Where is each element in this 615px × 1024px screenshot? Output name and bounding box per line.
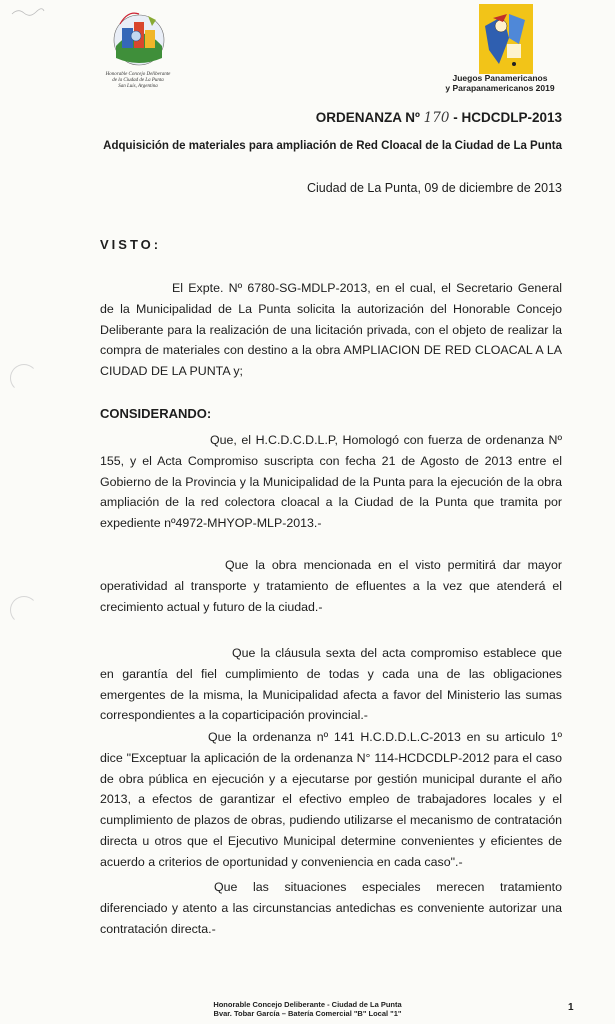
- panamerican-games-logo: [479, 4, 533, 74]
- considerando-paragraph: Que las situaciones especiales merecen tratamiento diferenciado y atento a las circunstancias antedichas es conveniente autorizar una contratación directa.-: [100, 880, 562, 936]
- page-number: 1: [568, 1002, 574, 1013]
- city-council-logo-caption: Honorable Concejo Deliberante de la Ciudad de La Punta San Luis, Argentina: [105, 72, 171, 89]
- considerando-paragraph: Que, el H.C.D.C.D.L.P, Homologó con fuerza de ordenanza Nº 155, y el Acta Compromiso suscripta con fecha 21 de Agosto de 2013 entre el Gobierno de la Provincia y la Municipalidad de la Punta para la ejecución de la obra ampliación de la red colectora cloacal a la Ciudad de la Punta que tramita por expediente nº4972-MHYOP-MLP-2013.-: [100, 433, 562, 531]
- visto-heading: VISTO:: [100, 237, 162, 252]
- ordinance-number-handwritten: 170: [423, 110, 450, 126]
- punch-hole-mark: [10, 364, 38, 392]
- visto-paragraph: El Expte. Nº 6780-SG-MDLP-2013, en el cual, el Secretario General de la Municipalidad de La Punta solicita la autorización del Honorable Concejo Deliberante para la realización de una licitación privada, con el objeto de realizar la compra de materiales con destino a la obra AMPLIACION DE RED CLOACAL A LA CIUDAD DE LA PUNTA y;: [100, 281, 562, 379]
- footer-address: Bvar. Tobar García – Batería Comercial "B" Local "1": [213, 1009, 402, 1018]
- page-footer: [0, 1000, 615, 1018]
- city-council-logo: [108, 6, 170, 70]
- scan-mark: [10, 6, 46, 18]
- ordinance-suffix: - HCDCDLP-2013: [453, 110, 562, 125]
- footer-institution: Honorable Concejo Deliberante - Ciudad de La Punta: [213, 1000, 402, 1009]
- considerando-paragraph: Que la ordenanza nº 141 H.C.D.D.L.C-2013 en su articulo 1º dice "Exceptuar la aplicación de la ordenanza N° 114-HCDCDLP-2012 para el caso de obra pública en ejecución y a ejecutarse por gestión municipal durante el año 2013, a efectos de garantizar el efectivo empleo de trabajadores locales y el cumplimiento de plazos de obras, pudiendo utilizarse el mecanismo de contratación directa u otros que el Ejecutivo Municipal determine convenientes y eficientes de acuerdo a criterios de oportunidad y conveniencia en cada caso".-: [100, 730, 562, 869]
- considerando-paragraph: Que la cláusula sexta del acta compromiso establece que en garantía del fiel cumplimiento de todas y cada una de las obligaciones emergentes de la misma, la Municipalidad afecta a favor del Ministerio las sumas correspondientes a la coparticipación provincial.-: [100, 646, 562, 723]
- panamerican-games-caption: Juegos Panamericanos y Parapanamericanos 2019: [445, 73, 555, 93]
- place-and-date: Ciudad de La Punta, 09 de diciembre de 2013: [306, 181, 562, 195]
- punch-hole-mark: [10, 596, 38, 624]
- ordinance-subject: Adquisición de materiales para ampliación de Red Cloacal de la Ciudad de La Punta: [103, 140, 562, 152]
- considerando-paragraph: Que la obra mencionada en el visto permitirá dar mayor operatividad al transporte y tratamiento de efluentes a la vez que atenderá el crecimiento actual y futuro de la ciudad.-: [100, 558, 562, 614]
- considerando-heading: CONSIDERANDO:: [100, 406, 212, 421]
- ordinance-prefix: ORDENANZA Nº: [315, 110, 420, 125]
- ordinance-title: [0, 110, 562, 126]
